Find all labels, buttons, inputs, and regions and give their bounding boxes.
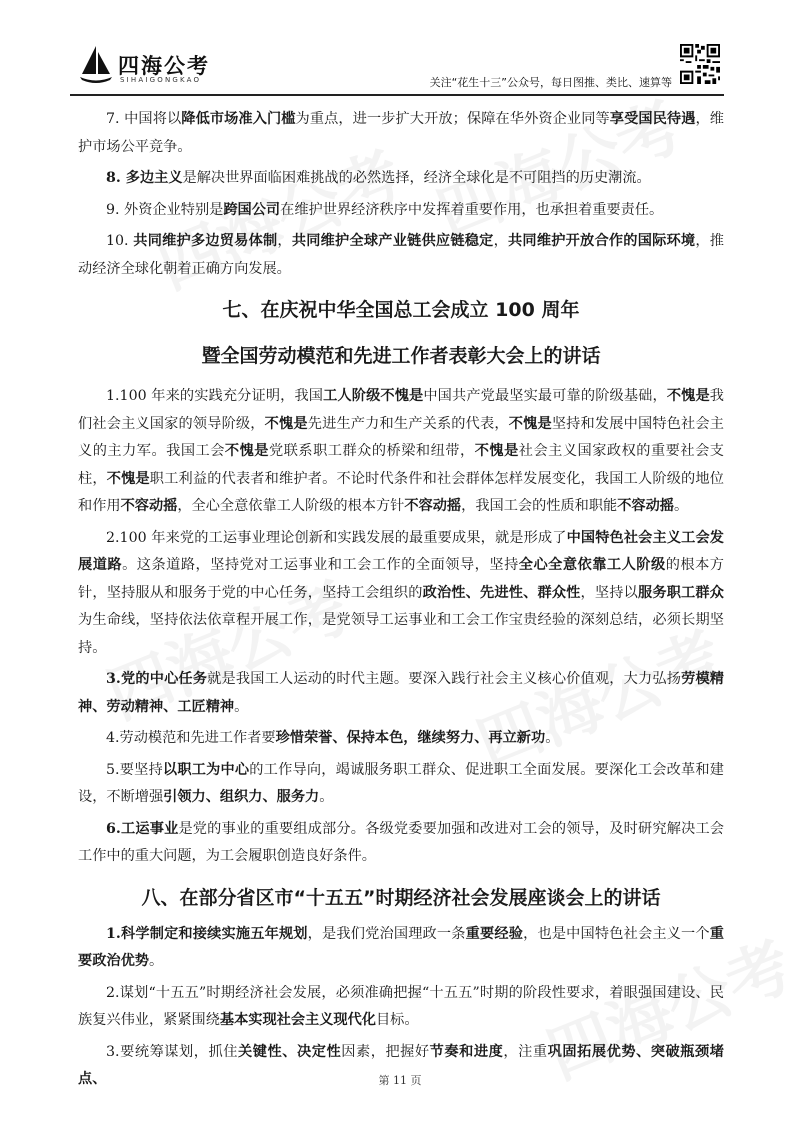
paragraph xyxy=(78,165,724,193)
body-text: 的根本方针，坚持服从和服务于党的中心任务，坚持工会组织的 xyxy=(78,557,724,601)
paragraph xyxy=(78,228,724,283)
paragraph xyxy=(78,106,724,161)
brand-name: 四海公考 xyxy=(118,54,210,78)
body-text: ，推动经济全球化朝着正确方向发展。 xyxy=(78,233,724,277)
section-7-title-line2: 暨全国劳动模范和先进工作者表彰大会上的讲话 xyxy=(201,345,601,367)
emphasis-text: 节奏和进度 xyxy=(429,1043,504,1060)
paragraph xyxy=(78,383,724,521)
emphasis-text: 不愧是 xyxy=(666,388,710,404)
emphasis-text: 劳模精神、劳动精神、工匠精神 xyxy=(78,671,724,715)
body-text: ，维护市场公平竞争。 xyxy=(78,111,724,155)
emphasis-text: 关键性、决定性 xyxy=(238,1043,342,1060)
emphasis-text: 重要经验 xyxy=(465,925,524,942)
emphasis-text: 不愧是 xyxy=(264,415,308,432)
body-text: ，也是中国特色社会主义一个 xyxy=(523,925,710,942)
body-text: 为重点，进一步扩大开放；保障在华外资企业同等 xyxy=(295,111,610,127)
emphasis-text: 1.科学制定和接续实施五年规划 xyxy=(106,925,308,942)
body-text: ， xyxy=(493,233,508,249)
emphasis-text: 降低市场准入门槛 xyxy=(181,111,296,127)
paragraph xyxy=(78,757,724,812)
body-text: 1.100 年来的实践充分证明，我国 xyxy=(106,388,324,404)
body-text: 7. 中国将以 xyxy=(106,111,182,127)
header-tagline: 关注“花生十三”公众号，每日图推、类比、速算等 xyxy=(429,76,672,89)
body-text: 。 xyxy=(234,698,249,715)
body-text: 9. 外资企业特别是 xyxy=(106,201,224,218)
paragraph xyxy=(78,197,724,225)
emphasis-text: 8. 多边主义 xyxy=(106,170,183,186)
body-text: 我们社会主义国家的领导阶级， xyxy=(78,388,724,432)
body-text: 坚持和发展中国特色社会主义的主力军。我国工会 xyxy=(78,415,724,459)
emphasis-text: 共同维护开放合作的国际环境 xyxy=(508,233,696,249)
body-text: 目标。 xyxy=(375,1012,419,1028)
emphasis-text: 全心全意依靠工人阶级 xyxy=(518,557,666,573)
body-text: ，我国工会的性质和职能 xyxy=(461,498,618,514)
emphasis-text: 政治性、先进性、群众性 xyxy=(422,584,581,601)
paragraph xyxy=(78,816,724,871)
emphasis-text: 中国特色社会主义工会发展道路 xyxy=(78,529,724,573)
body-text: 。这条道路，坚持党对工运事业和工会工作的全面领导，坚持 xyxy=(122,557,519,573)
emphasis-text: 不容动摇 xyxy=(617,498,674,514)
body-text: 先进生产力和生产关系的代表， xyxy=(307,415,509,432)
paragraph xyxy=(78,921,724,976)
emphasis-text: 巩固拓展优势、突破瓶颈堵点、 xyxy=(78,1043,724,1087)
section-7-points xyxy=(78,383,724,871)
body-text: 4.劳动模范和先进工作者要 xyxy=(106,730,276,746)
emphasis-text: 工人阶级不愧是 xyxy=(323,388,424,404)
body-text: 因素，把握好 xyxy=(341,1043,430,1060)
body-text: 是党的事业的重要组成部分。各级党委要加强和改进对工会的领导，及时研究解决工会工作中的重大问题，为工会履职创造良好条件。 xyxy=(78,820,724,864)
body-text: ，是我们党治国理政一条 xyxy=(307,925,466,942)
emphasis-text: 共同维护全球产业链供应链稳定 xyxy=(291,233,494,249)
emphasis-text: 享受国民待遇 xyxy=(609,111,696,127)
section-8-title: 八、在部分省区市“十五五”时期经济社会发展座谈会上的讲话 xyxy=(141,886,661,909)
emphasis-text: 服务职工群众 xyxy=(637,584,724,601)
body-text: 社会主义国家政权的重要社会支柱， xyxy=(78,443,724,487)
body-text: 在维护世界经济秩序中发挥着重要作用，也承担着重要责任。 xyxy=(280,201,664,218)
emphasis-text: 不容动摇 xyxy=(120,498,178,514)
body-text: 党联系职工群众的桥梁和纽带， xyxy=(269,443,475,459)
body-text: ，注重 xyxy=(503,1043,548,1060)
body-text: 职工利益的代表者和维护者。不论时代条件和社会群体怎样发展变化，我国工人阶级的地位和作用 xyxy=(78,470,724,514)
header-divider xyxy=(70,94,724,96)
emphasis-text: 不愧是 xyxy=(106,470,150,487)
sailboat-logo-icon xyxy=(78,44,114,84)
brand-subtext: SIHAIGONGKAO xyxy=(120,76,202,84)
body-text: 3.要统筹谋划，抓住 xyxy=(106,1043,239,1060)
emphasis-text: 6.工运事业 xyxy=(106,820,179,837)
emphasis-text: 珍惜荣誉、保持本色，继续努力、再立新功 xyxy=(275,730,546,746)
body-text: 。 xyxy=(319,789,334,805)
emphasis-text: 跨国公司 xyxy=(223,201,281,218)
page-header xyxy=(0,0,800,100)
body-text: 5.要坚持 xyxy=(106,761,163,778)
section-8-points xyxy=(78,921,724,1094)
emphasis-text: 重要政治优势 xyxy=(78,925,724,969)
body-text: ， xyxy=(277,233,292,249)
body-text: ，坚持以 xyxy=(580,584,638,601)
policy-points-list xyxy=(78,106,724,283)
emphasis-text: 共同维护多边贸易体制 xyxy=(133,233,278,249)
qr-code-icon xyxy=(680,44,720,84)
emphasis-text: 不愧是 xyxy=(508,415,552,432)
emphasis-text: 不愧是 xyxy=(224,443,269,459)
body-text: 中国共产党最坚实最可靠的阶级基础， xyxy=(423,388,667,404)
paragraph xyxy=(78,525,724,663)
emphasis-text: 不愧是 xyxy=(474,443,519,459)
emphasis-text: 不容动摇 xyxy=(404,498,462,514)
emphasis-text: 引领力、组织力、服务力 xyxy=(163,789,320,805)
page-number: 第 11 页 xyxy=(378,1074,422,1087)
body-text: 10. xyxy=(106,233,134,249)
document-body xyxy=(78,106,724,1098)
body-text: ，全心全意依靠工人阶级的根本方针 xyxy=(177,498,405,514)
body-text: 2.谋划“十五五”时期经济社会发展，必须准确把握“十五五”时期的阶段性要求，着眼强国建设、民族复兴伟业，紧紧围绕 xyxy=(78,984,724,1028)
paragraph xyxy=(78,725,724,753)
paragraph xyxy=(78,980,724,1035)
section-7-title-line1: 七、在庆祝中华全国总工会成立 100 周年 xyxy=(222,299,580,321)
paragraph xyxy=(78,666,724,721)
body-text: 是解决世界面临困难挑战的必然选择，经济全球化是不可阻挡的历史潮流。 xyxy=(182,170,651,186)
body-text: 为生命线，坚持依法依章程开展工作，是党领导工运事业和工会工作宝贵经验的深刻总结，必须长期坚持。 xyxy=(78,612,724,656)
emphasis-text: 基本实现社会主义现代化 xyxy=(219,1012,376,1028)
body-text: 。 xyxy=(673,498,689,514)
body-text: 。 xyxy=(545,730,560,746)
body-text: 就是我国工人运动的时代主题。要深入践行社会主义核心价值观，大力弘扬 xyxy=(207,671,682,687)
body-text: 2.100 年来党的工运事业理论创新和实践发展的最重要成果，就是形成了 xyxy=(106,529,567,546)
body-text: 的工作导向，竭诚服务职工群众、促进职工全面发展。要深化工会改革和建设，不断增强 xyxy=(78,761,724,805)
emphasis-text: 以职工为中心 xyxy=(162,761,250,778)
body-text: 。 xyxy=(148,953,164,969)
emphasis-text: 3.党的中心任务 xyxy=(106,671,208,687)
